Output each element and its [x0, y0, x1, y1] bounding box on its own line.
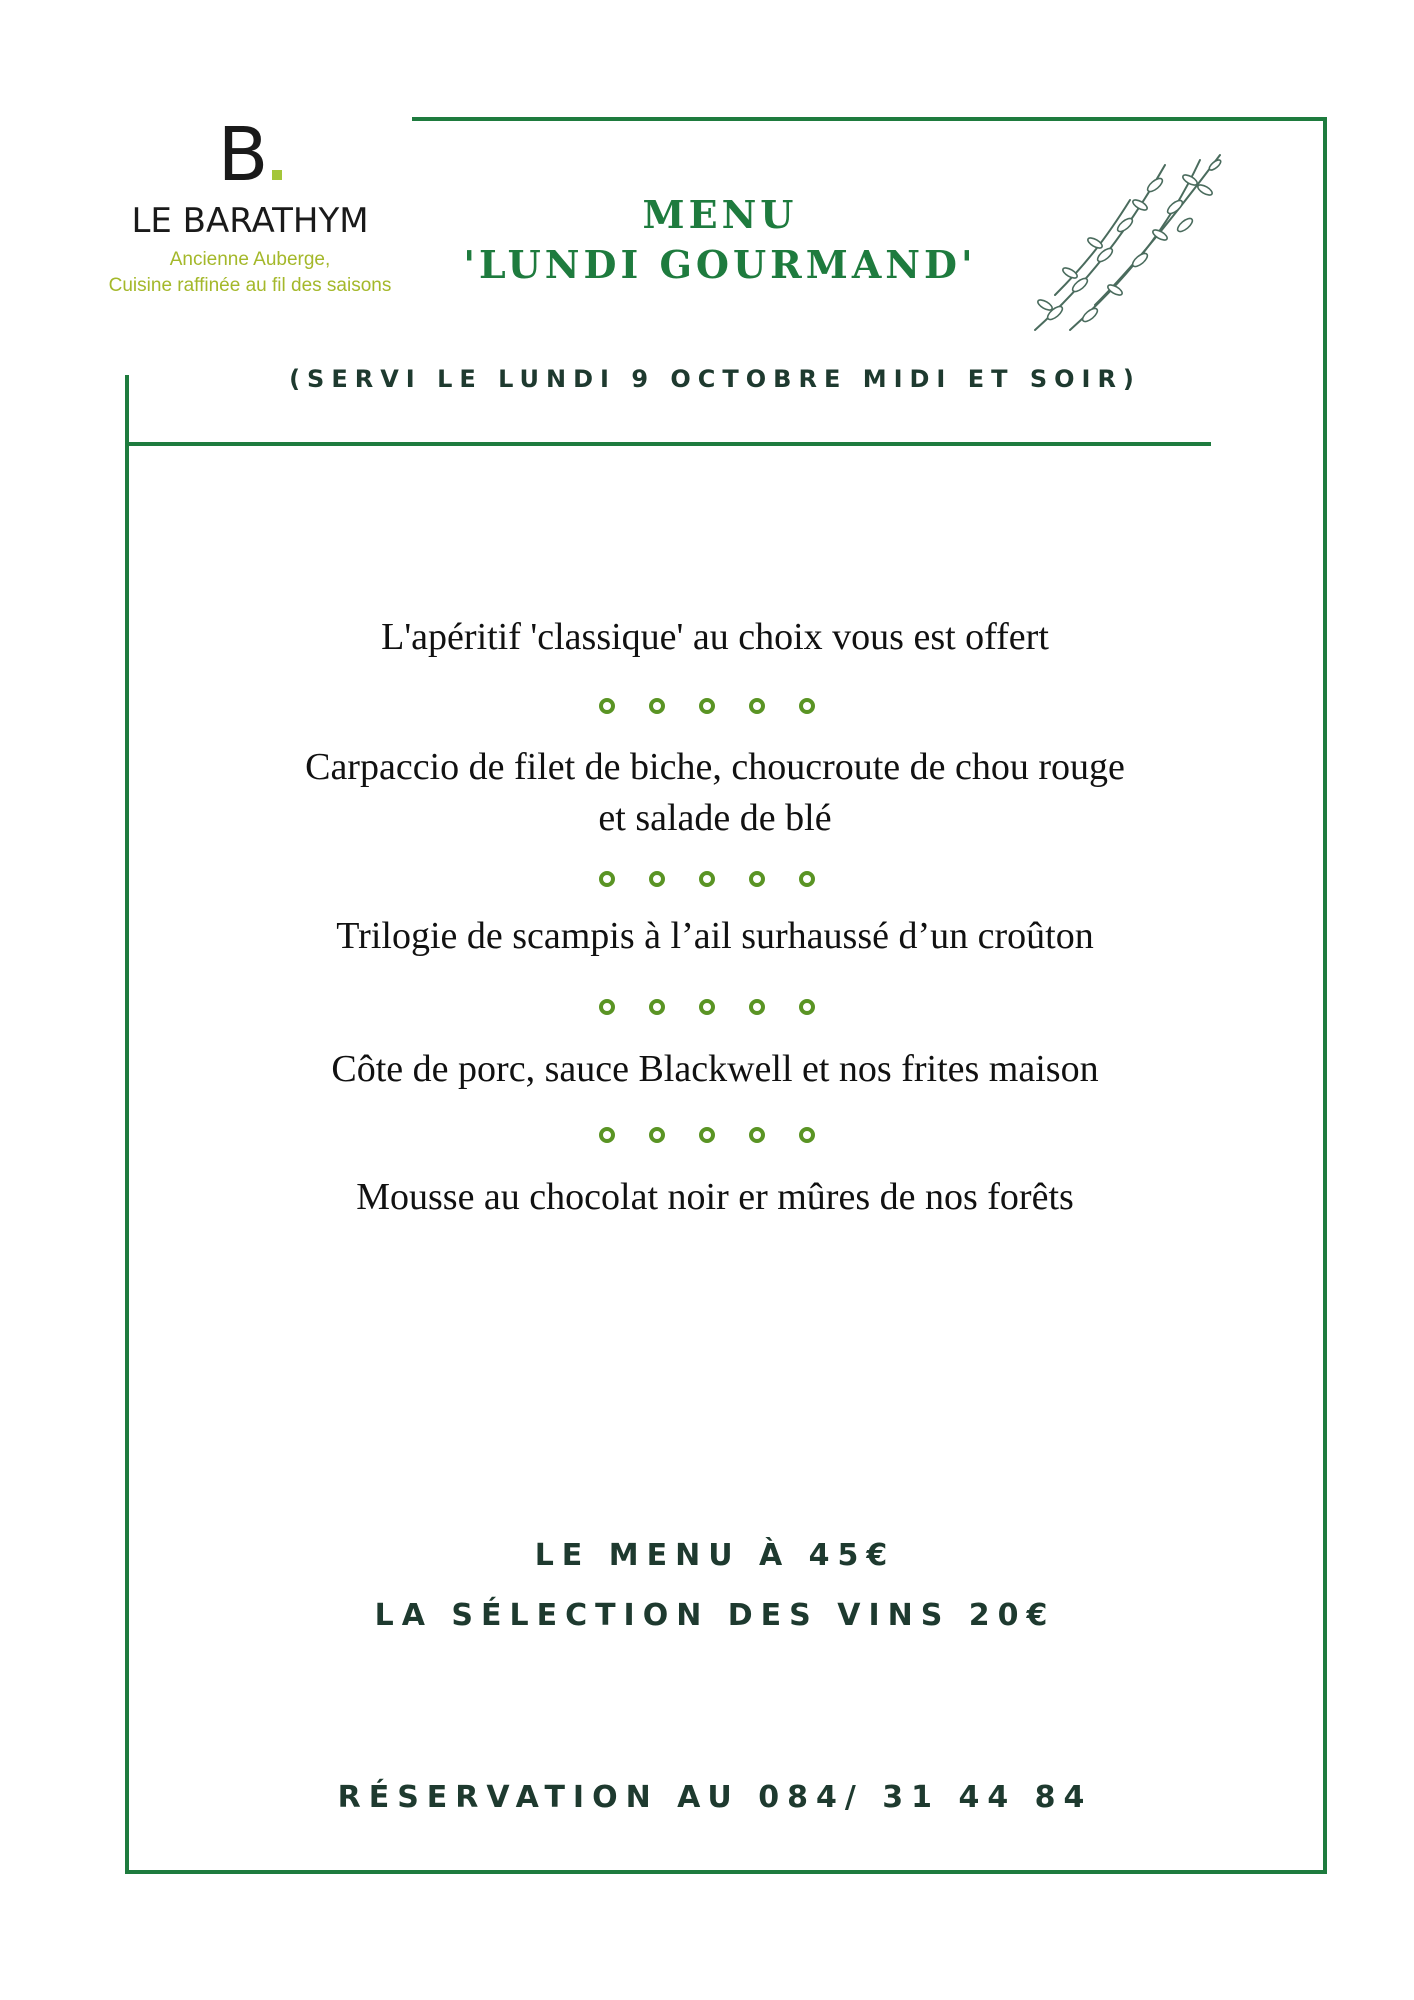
dish-aperitif: L'apéritif 'classique' au choix vous est offert	[381, 616, 1049, 658]
menu-title-line-2: 'LUNDI GOURMAND'	[463, 242, 977, 287]
served-date: (SERVI LE LUNDI 9 OCTOBRE MIDI ET SOIR)	[289, 365, 1141, 393]
restaurant-tagline-2: Cuisine raffinée au fil des saisons	[108, 275, 392, 296]
dish-dessert: Mousse au chocolat noir er mûres de nos forêts	[356, 1176, 1074, 1218]
restaurant-logo	[90, 112, 410, 299]
dot-icon	[599, 999, 615, 1015]
dot-icon	[799, 871, 815, 887]
reservation-phone: RÉSERVATION AU 084/ 31 44 84	[337, 1780, 1093, 1815]
dish-scampis: Trilogie de scampis à l’ail surhaussé d’un croûton	[336, 915, 1094, 957]
dot-icon	[649, 999, 665, 1015]
logo-letter: B	[217, 112, 269, 198]
dot-icon	[599, 698, 615, 714]
frame-left-line	[125, 375, 129, 1874]
menu-price: LE MENU À 45€	[534, 1538, 896, 1573]
dot-icon	[649, 871, 665, 887]
dish-starter-line-2: et salade de blé	[598, 797, 832, 839]
dot-icon	[699, 999, 715, 1015]
frame-bottom-line	[125, 1870, 1327, 1874]
dot-icon	[699, 1127, 715, 1143]
dot-icon	[749, 698, 765, 714]
menu-title	[440, 190, 1000, 290]
menu-title-line-1: MENU	[642, 192, 798, 237]
dot-icon	[699, 698, 715, 714]
frame-top-line	[412, 117, 1327, 121]
dot-icon	[749, 871, 765, 887]
dot-icon	[799, 1127, 815, 1143]
dot-icon	[699, 871, 715, 887]
logo-mark	[90, 112, 410, 198]
dot-icon	[599, 1127, 615, 1143]
restaurant-tagline-1: Ancienne Auberge,	[169, 249, 331, 270]
restaurant-name: LE BARATHYM	[131, 201, 369, 241]
dot-icon	[749, 999, 765, 1015]
separator-dots	[0, 999, 1414, 1019]
separator-dots	[0, 698, 1414, 718]
dot-icon	[799, 999, 815, 1015]
dot-icon	[649, 1127, 665, 1143]
dot-icon	[649, 698, 665, 714]
logo-dot	[272, 170, 282, 180]
dish-main: Côte de porc, sauce Blackwell et nos frites maison	[331, 1048, 1099, 1090]
dot-icon	[599, 871, 615, 887]
frame-right-line	[1323, 117, 1327, 1874]
dot-icon	[749, 1127, 765, 1143]
separator-dots	[0, 871, 1414, 891]
dot-icon	[799, 698, 815, 714]
thyme-icon	[1025, 145, 1225, 340]
separator-dots	[0, 1127, 1414, 1147]
wine-price: LA SÉLECTION DES VINS 20€	[374, 1598, 1056, 1633]
dish-starter-line-1: Carpaccio de filet de biche, choucroute de chou rouge	[305, 746, 1125, 788]
header-divider-line	[125, 442, 1211, 446]
